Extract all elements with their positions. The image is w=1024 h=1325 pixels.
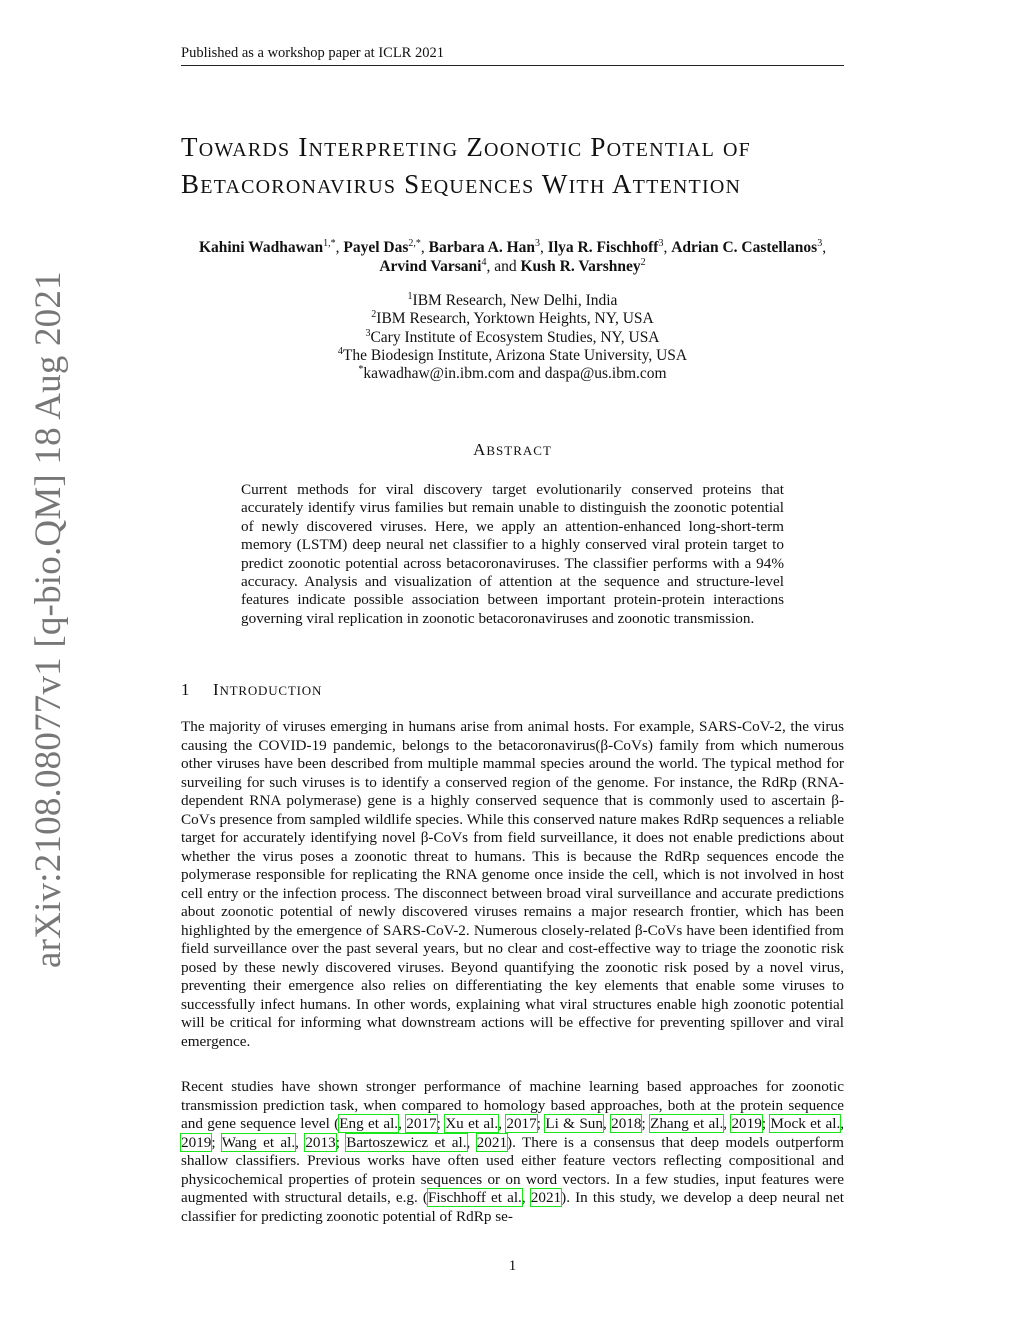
abstract-body: Current methods for viral discovery target evolutionarily conserved proteins that accurately identify virus families but remain unable to distinguish the zoonotic potential of newly discovered viruses. Here, we apply an attention-enhanced long-short-term memory (LSTM) deep neural net classifier to a highly conserved viral protein target to predict zoonotic potential across betacoronaviruses. The classifier performs with a 94% accuracy. Analysis and visualization of attention at the sequence and structure-level features indicate possible association between important protein-protein interactions governing viral replication in zoonotic betacoronaviruses and zoonotic transmission. [241,481,784,627]
running-header: Published as a workshop paper at ICLR 2021 [181,45,444,61]
affiliation-line: $^1$IBM Research, New Delhi, India [407,291,618,309]
section-number: 1 [181,680,191,699]
title-word: ZOONOTIC [466,132,583,162]
affiliations [181,292,844,383]
title-word: POTENTIAL [590,132,716,162]
citation-link[interactable]: 2021 [476,1133,508,1151]
title-word: ATTENTION [611,169,742,199]
author: Barbara A. Han [428,239,536,256]
author: Kush R. Varshney [520,258,641,275]
page-number: 1 [508,1258,517,1274]
citation-link[interactable]: 2013 [305,1133,336,1151]
citation-link[interactable]: Li & Sun [545,1115,603,1132]
affiliation-line: $^2$IBM Research, Yorktown Heights, NY, USA [371,309,654,328]
intro-paragraph-1: The majority of viruses emerging in humans arise from animal hosts. For example, SARS-CoV-2, the virus causing the COVID-19 pandemic, belongs to the betacoronavirus(β-CoVs) family from which numerous other viruses have been described from multiple mammal species around the world. The typical method for surveiling for such viruses is to identify a conserved region of the genome. For instance, the RdRp (RNA-dependent RNA polymerase) gene is a highly conserved sequence that is commonly used to ascertain β-CoVs presence from sampled wildlife species. While this conserved nature makes RdRp sequences a reliable target for accurately identifying novel β-CoVs from field surveillance, it does not enable predictions about whether the virus poses a zoonotic threat to humans. This is because the RdRp sequences encode the polymerase responsible for replicating the RNA genome once inside the cell, which is not involved in host cell entry or the infection process. The disconnect between broad viral surveillance and accurate predictions about zoonotic potential of newly discovered viruses remains a major research frontier, which has been highlighted by the emergence of SARS-CoV-2. Numerous closely-related β-CoVs have been identified from field surveillance over the past several years, but no clear and cost-effective way to triage the zoonotic risk posed by these newly discovered viruses. Beyond quantifying the zoonotic risk posed by a novel virus, preventing their emergence also relies on differentiating the key elements that enable some viruses to successfully infect humans. In other words, explaining what viral structures enable high zoonotic potential will be critical for informing what downstream actions will be effective for preventing spillover and viral emergence. [181,718,844,1050]
title-word: OF [723,139,751,161]
citation-link[interactable]: Xu et al. [445,1115,499,1132]
citation-link[interactable]: Zhang et al. [650,1115,724,1132]
title-line-2 [181,167,861,204]
citation-link[interactable]: Bartoszewicz et al. [346,1133,467,1151]
citation-link[interactable]: 2019 [731,1115,762,1132]
contact-emails: *kawadhaw@in.ibm.com and daspa@us.ibm.com [358,364,667,383]
intro-paragraph-2: Recent studies have shown stronger performance of machine learning based approaches for zoonotic transmission prediction task, when compared to homology based approaches, both at the protein sequence and gene sequence level (Eng et al., 2017; Xu et al., 2017; Li & Sun, 2018; Zhang et al., 2019; Mock et al., 2019; Wang et al., 2013; Bartoszewicz et al., 2021). There is a consensus that deep models outperform shallow classifiers. Previous works have often used either feature vectors reflecting compositional and physicochemical properties of protein sequences or on word vectors. In a few studies, input features were augmented with structural details, e.g. (Fischhoff et al., 2021). In this study, we develop a deep neural net classifier for predicting zoonotic potential of RdRp se- [181,1078,845,1225]
author: Ilya R. Fischhoff [547,239,659,256]
author: Arvind Varsani [379,258,482,275]
title-word: WITH [541,169,606,199]
title-word: SEQUENCES [404,169,535,199]
citation-link[interactable]: 2017 [406,1115,437,1132]
abstract-heading: ABSTRACT [473,440,552,459]
arxiv-sidebar-stamp: arXiv:2108.08077v1 [q-bio.QM] 18 Aug 2021 [28,271,69,968]
citation-link[interactable]: Eng et al. [339,1115,399,1132]
citation-link[interactable]: 2017 [506,1115,537,1132]
title-line-1 [181,130,861,167]
affiliation-line: $^3$Cary Institute of Ecosystem Studies, NY, USA [365,327,660,346]
paper-title [181,130,861,204]
citation-link[interactable]: Wang et al. [221,1133,296,1151]
citation-link[interactable]: 2019 [181,1133,212,1151]
affiliation-line: $^4$The Biodesign Institute, Arizona State University, USA [337,345,688,364]
citation-link[interactable]: 2018 [611,1115,642,1132]
citation-link[interactable]: Fischhoff et al. [427,1189,522,1206]
header-rule [181,65,844,66]
citation-link[interactable]: Mock et al. [770,1115,841,1132]
author-conjunction: and [494,258,517,275]
author: Payel Das [343,239,409,256]
author: Adrian C. Castellanos [671,239,818,256]
title-word: TOWARDS [181,132,291,162]
title-word: BETACORONAVIRUS [181,169,397,199]
section-heading-introduction: 1 INTRODUCTION [181,680,323,699]
title-word: INTERPRETING [298,132,459,162]
author: Kahini Wadhawan [198,239,324,256]
author-list: Kahini Wadhawan$^{1,*}$, Payel Das$^{2,*}$, Barbara A. Han$^3$, Ilya R. Fischhoff$^3$, Adrian C. Castellanos$^3$, Arvind Varsani$^4$, and Kush R. Varshney$^2$ [198,238,827,275]
citation-link[interactable]: 2021 [530,1189,562,1206]
